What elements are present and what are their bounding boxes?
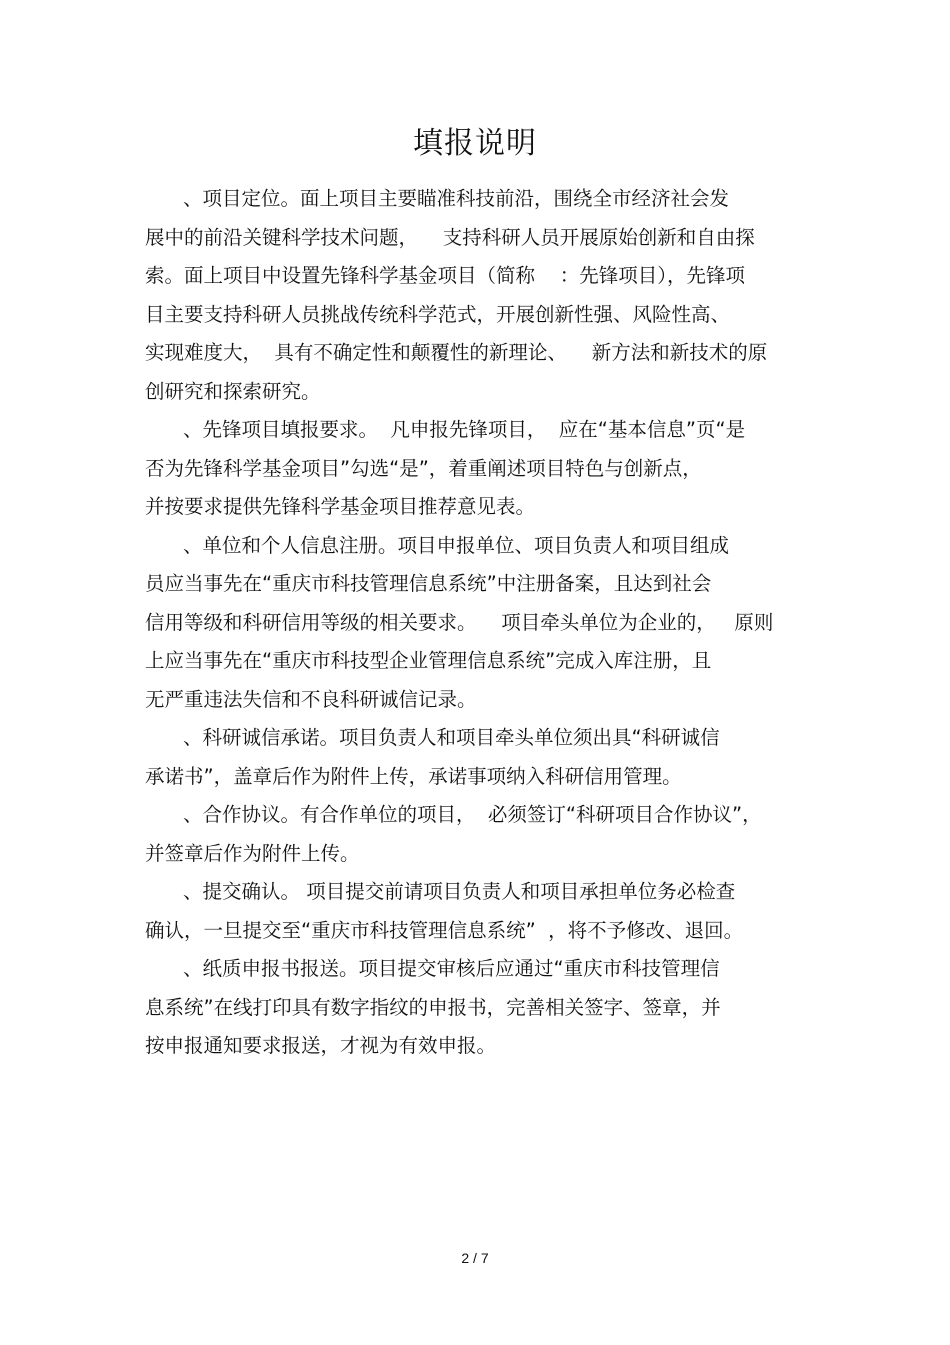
- paragraph: [145, 180, 825, 411]
- paragraph-line: 否为先锋科学基金项目”勾选“是”，着重阐述项目特色与创新点，: [145, 456, 702, 480]
- paragraph-line: 息系统”在线打印具有数字指纹的申报书，完善相关签字、签章，并: [145, 995, 721, 1019]
- paragraph-line: 按申报通知要求报送，才视为有效申报。: [145, 1034, 497, 1057]
- page-title: 填报说明: [413, 126, 537, 161]
- paragraph-first-line: 、项目定位。面上项目主要瞄准科技前沿，围绕全市经济社会发: [183, 187, 730, 210]
- paragraph-line: 目主要支持科研人员挑战传统科学范式，开展创新性强、风险性高、: [145, 302, 731, 326]
- paragraph-line: 展中的前沿关键科学技术问题， 支持科研人员开展原始创新和自由探: [145, 225, 755, 249]
- paragraph-line: 承诺书”，盖章后作为附件上传，承诺事项纳入科研信用管理。: [145, 764, 682, 788]
- paragraph-line: 上应当事先在“重庆市科技型企业管理信息系统”完成入库注册，且: [145, 649, 712, 672]
- paragraph-first-line: 、纸质申报书报送。项目提交审核后应通过“重庆市科技管理信: [183, 957, 720, 980]
- paragraph-line: 并签章后作为附件上传。: [145, 841, 360, 865]
- paragraph-line: 实现难度大， 具有不确定性和颠覆性的新理论、 新方法和新技术的原: [145, 341, 768, 364]
- paragraph: [145, 873, 825, 950]
- paragraph: [145, 527, 825, 720]
- paragraph: [145, 411, 825, 527]
- paragraph-line: 并按要求提供先锋科学基金项目推荐意见表。: [145, 495, 536, 518]
- page-number: 2 / 7: [461, 1250, 489, 1266]
- paragraph-line: 创研究和探索研究。: [145, 379, 321, 403]
- paragraph-line: 确认，一旦提交至“重庆市科技管理信息系统” ，将不予修改、退回。: [145, 918, 744, 942]
- paragraph-first-line: 、提交确认。 项目提交前请项目负责人和项目承担单位务必检查: [183, 880, 736, 903]
- paragraph-line: 员应当事先在“重庆市科技管理信息系统”中注册备案，且达到社会: [145, 572, 712, 595]
- paragraph: [145, 719, 825, 796]
- paragraph-first-line: 、科研诚信承诺。项目负责人和项目牵头单位须出具“科研诚信: [183, 726, 720, 749]
- paragraph: [145, 950, 825, 1066]
- document-body: [145, 180, 825, 1066]
- paragraph-first-line: 、合作协议。有合作单位的项目， 必须签订“科研项目合作协议”，: [183, 803, 762, 826]
- paragraph-line: 索。面上项目中设置先锋科学基金项目（简称 ：先锋项目），先锋项: [145, 264, 746, 287]
- paragraph-line: 信用等级和科研信用等级的相关要求。 项目牵头单位为企业的， 原则: [145, 610, 774, 634]
- paragraph: [145, 796, 825, 873]
- paragraph-first-line: 、单位和个人信息注册。项目申报单位、项目负责人和项目组成: [183, 533, 730, 557]
- paragraph-line: 无严重违法失信和不良科研诚信记录。: [145, 687, 477, 711]
- paragraph-first-line: 、先锋项目填报要求。 凡申报先锋项目， 应在“基本信息”页“是: [183, 418, 746, 441]
